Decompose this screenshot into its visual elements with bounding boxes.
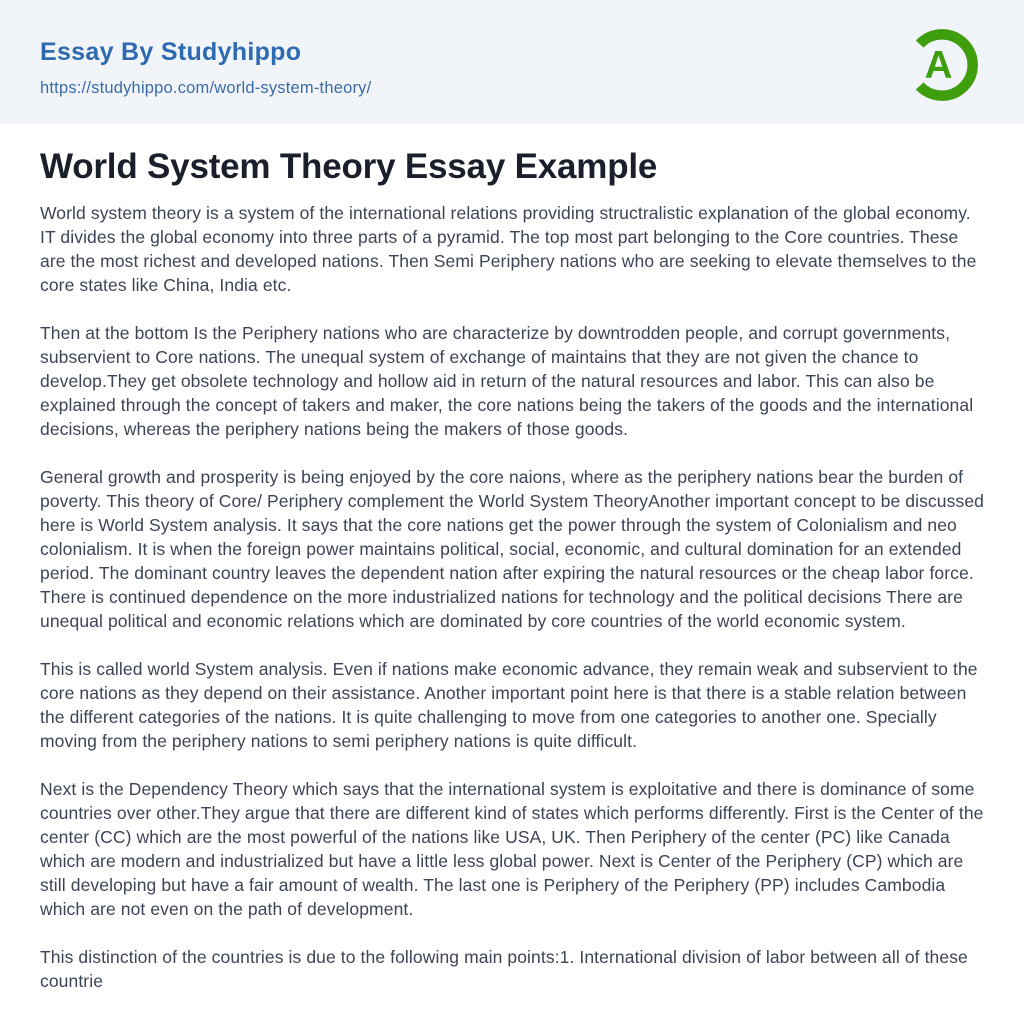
page-header [0,0,1024,124]
essay-paragraph: This is called world System analysis. Even if nations make economic advance, they remain weak and subservient to the core nations as they depend on their assistance. Another important point here is that there is a stable relation between the different categories of the nations. It is quite challenging to move from one categories to another one. Specially moving from the periphery nations to semi periphery nations is quite difficult. [40,659,978,751]
essay-content [0,146,1024,993]
page-title: World System Theory Essay Example [40,147,658,186]
essay-paragraph: Next is the Dependency Theory which says that the international system is exploitative and there is dominance of some countries over other.They argue that there are different kind of states which performs differently. First is the Center of the center (CC) which are the most powerful of the nations like USA, UK. Then Periphery of the center (PC) like Canada which are modern and industrialized but have a little less global power. Next is Center of the Periphery (CP) which are still developing but have a fair amount of wealth. The last one is Periphery of the Periphery (PP) includes Cambodia which are not even on the path of development. [40,779,984,919]
essay-paragraph: Then at the bottom Is the Periphery nations who are characterize by downtrodden people, and corrupt governments, subservient to Core nations. The unequal system of exchange of maintains that they are not given the chance to develop.They get obsolete technology and hollow aid in return of the natural resources and labor. This can also be explained through the concept of takers and maker, the core nations being the takers of the goods and the international decisions, whereas the periphery nations being the makers of those goods. [40,323,974,439]
studyhippo-logo-icon [900,23,984,107]
essay-url-link[interactable]: https://studyhippo.com/world-system-theory/ [40,78,372,97]
logo-letter: A [924,44,953,88]
essay-body [40,201,984,993]
header-text-block [40,27,371,98]
essay-paragraph: General growth and prosperity is being enjoyed by the core naions, where as the periphery nations bear the burden of poverty. This theory of Core/ Periphery complement the World System TheoryAnother important concept to be discussed here is World System analysis. It says that the core nations get the power through the system of Colonialism and neo colonialism. It is when the foreign power maintains political, social, economic, and cultural domination for an extended period. The dominant country leaves the dependent nation after expiring the natural resources or the cheap labor force. There is continued dependence on the more industrialized nations for technology and the political decisions There are unequal political and economic relations which are dominated by core countries of the world economic system. [40,467,984,631]
essay-paragraph: This distinction of the countries is due to the following main points:1. International division of labor between all of these countrie [40,947,968,991]
site-title: Essay By Studyhippo [40,37,302,66]
essay-paragraph: World system theory is a system of the international relations providing structralistic explanation of the global economy. IT divides the global economy into three parts of a pyramid. The top most part belonging to the Core countries. These are the most richest and developed nations. Then Semi Periphery nations who are seeking to elevate themselves to the core states like China, India etc. [40,203,977,295]
